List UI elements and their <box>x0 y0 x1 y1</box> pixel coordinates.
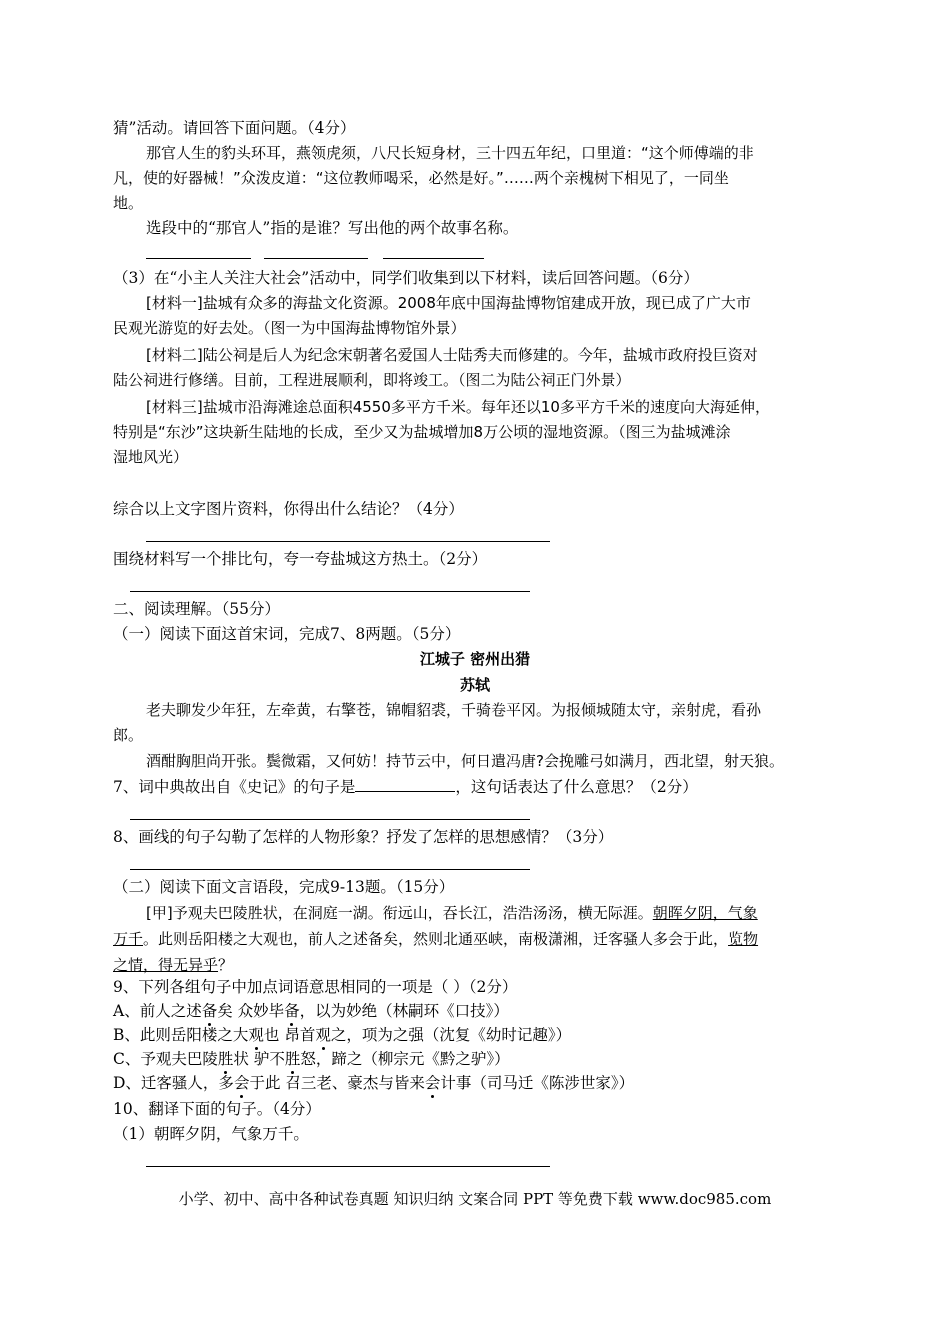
text-segment: 。此则岳阳楼之大观也，前人之述备矣，然则北通巫峡，南极潇湘，迁客骚人多会于此， <box>143 930 729 948</box>
material-3-line-1: [材料三]盐城市沿海滩途总面积4550多平方千米。每年还以10多平方千米的速度向大海延伸， <box>146 398 770 416</box>
question-conclusion: 综合以上文字图片资料，你得出什么结论？（4分） <box>113 500 464 518</box>
option-d <box>113 1073 634 1093</box>
answer-line <box>130 591 530 592</box>
page-footer: 小学、初中、高中各种试卷真题 知识归纳 文案合同 PPT 等免费下载 www.doc985.com <box>178 1190 772 1208</box>
part-1-heading: （一）阅读下面这首宋词，完成7、8两题。（5分） <box>113 625 461 643</box>
answer-line <box>130 869 530 870</box>
text-segment: [甲]予观夫巴陵胜状，在洞庭一湖。衔远山，吞长江，浩浩汤汤，横无际涯。 <box>146 904 653 922</box>
part-2-heading: （二）阅读下面文言语段，完成9-13题。（15分） <box>113 878 455 896</box>
answer-blank <box>146 258 251 259</box>
classical-text-line-3 <box>113 955 233 975</box>
question-3-heading: （3）在“小主人关注大社会”活动中，同学们收集到以下材料，读后回答问题。（6分） <box>113 269 699 287</box>
classical-text-line-2 <box>113 929 758 949</box>
underlined-phrase: 万千 <box>113 930 144 948</box>
option-a <box>113 1001 509 1021</box>
underlined-phrase: 之情，得无异乎 <box>113 956 219 974</box>
dotted-word: 观 <box>315 1026 331 1044</box>
poem-line-1: 老夫聊发少年狂，左牵黄，右擎苍，锦帽貂裘，千骑卷平冈。为报倾城随太守，亲射虎，看孙 <box>146 701 762 719</box>
poem-author: 苏轼 <box>459 676 490 694</box>
option-text: 状 驴不 <box>233 1050 285 1068</box>
dotted-word: 胜 <box>217 1050 234 1068</box>
poem-line-2: 郎。 <box>113 726 144 744</box>
option-b <box>113 1025 571 1045</box>
option-text: 计事（司马迁《陈涉世家》） <box>440 1074 635 1092</box>
option-text: 于此 召三老、豪杰与皆来 <box>249 1074 425 1092</box>
option-text: 矣 众妙毕 <box>217 1002 285 1020</box>
material-2-line-1: [材料二]陆公祠是后人为纪念宋朝著名爱国人士陆秀夫而修建的。今年，盐城市政府投巨资对 <box>146 346 758 364</box>
question-parallelism: 围绕材料写一个排比句，夸一夸盐城这方热土。（2分） <box>113 550 488 568</box>
option-text: ，以为妙绝（林嗣环《口技》） <box>299 1002 509 1020</box>
dotted-word: 会 <box>233 1074 250 1092</box>
answer-line <box>130 819 530 820</box>
dotted-word: 胜 <box>284 1050 301 1068</box>
excerpt-line-2: 凡，使的好器械！”众泼皮道：“这位教师喝采，必然是好。”……两个亲槐树下相见了，一同坐 <box>113 169 729 187</box>
excerpt-line-3: 地。 <box>113 194 144 212</box>
line-intro: 猜”活动。请回答下面问题。（4分） <box>113 119 356 137</box>
option-text: 也 昂首 <box>263 1026 316 1044</box>
material-2-line-2: 陆公祠进行修缮。目前，工程进展顺利，即将竣工。（图二为陆公祠正门外景） <box>113 371 631 389</box>
question-8: 8、画线的句子勾勒了怎样的人物形象？抒发了怎样的思想感情？（3分） <box>113 828 614 846</box>
classical-text-line-1 <box>146 903 758 923</box>
option-text: B、此则岳阳楼之大 <box>113 1026 249 1044</box>
option-text: A、前人之述 <box>113 1002 202 1020</box>
answer-line <box>146 541 550 542</box>
section-2-heading: 二、阅读理解。（55分） <box>113 600 280 618</box>
option-text: D、迁客骚人，多 <box>113 1074 234 1092</box>
material-1-line-2: 民观光游览的好去处。（图一为中国海盐博物馆外景） <box>113 319 466 337</box>
question-7-text: 7、词中典故出自《史记》的句子是 <box>113 778 356 796</box>
question-10-sub-1: （1）朝晖夕阴，气象万千。 <box>113 1125 309 1143</box>
poem-title: 江城子 密州出猎 <box>419 650 531 668</box>
question-7 <box>113 777 698 797</box>
option-c <box>113 1049 510 1069</box>
question-10: 10、翻译下面的句子。（4分） <box>113 1100 321 1118</box>
question-9: 9、下列各组句子中加点词语意思相同的一项是（ ）（2分） <box>113 978 518 996</box>
material-1-line-1: [材料一]盐城有众多的海盐文化资源。2008年底中国海盐博物馆建成开放，现已成了广大市 <box>146 294 751 312</box>
poem-line-3: 酒酣胸胆尚开张。鬓微霜，又何妨！持节云中，何日遣冯唐?会挽雕弓如满月，西北望，射天狼。 <box>146 752 784 770</box>
text-segment: ？ <box>218 956 234 974</box>
underlined-phrase: 览物 <box>728 930 759 948</box>
dotted-word: 会 <box>424 1074 441 1092</box>
excerpt-line-1: 那官人生的豹头环耳，燕领虎须，八尺长短身材，三十四五年纪，口里道：“这个师傅端的非 <box>146 144 754 162</box>
answer-blank <box>355 777 455 792</box>
underlined-phrase: 朝晖夕阴，气象 <box>652 904 758 922</box>
option-text: 怒，蹄之（柳宗元《黔之驴》） <box>300 1050 510 1068</box>
question-7-text-2: ，这句话表达了什么意思？（2分） <box>455 778 698 796</box>
answer-blank <box>383 258 484 259</box>
material-3-line-2: 特别是“东沙”这块新生陆地的长成，至少又为盐城增加8万公顷的湿地资源。（图三为盐城滩涂 <box>113 423 731 441</box>
dotted-word: 观 <box>248 1026 264 1044</box>
dotted-word: 备 <box>201 1002 218 1020</box>
option-text: 之，项为之强（沈复《幼时记趣》） <box>330 1026 572 1044</box>
answer-blank <box>264 258 368 259</box>
material-3-line-3: 湿地风光） <box>113 448 189 466</box>
option-text: C、予观夫巴陵 <box>113 1050 218 1068</box>
dotted-word: 备 <box>284 1002 300 1020</box>
question-who: 选段中的“那官人”指的是谁？写出他的两个故事名称。 <box>146 219 519 237</box>
answer-line <box>146 1166 550 1167</box>
